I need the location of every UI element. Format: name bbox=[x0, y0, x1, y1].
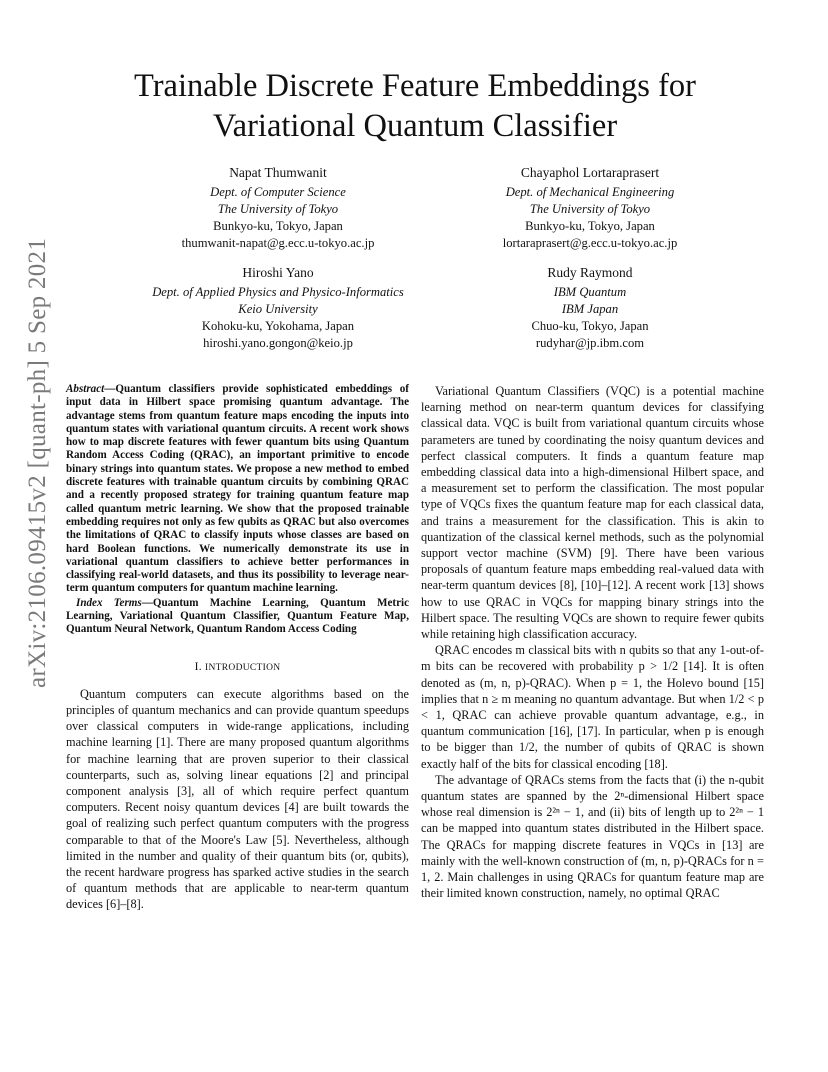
arxiv-stamp-text: arXiv:2106.09415v2 [quant-ph] 5 Sep 2021 bbox=[24, 237, 51, 688]
author-location: Chuo-ku, Tokyo, Japan bbox=[531, 319, 649, 333]
author-email: thumwanit-napat@g.ecc.u-tokyo.ac.jp bbox=[181, 236, 375, 250]
right-column bbox=[421, 383, 764, 902]
intro-paragraph: Quantum computers can execute algorithms based on the principles of quantum mechanics and can provide quantum speedups over classical computers in wide-range applications, including machine learning [1]. There are many proposed quantum algorithms for machine learning that are proven superior to their classical counterparts, such as, solving linear equations [2] and principal component analysis [3], all of which require perfect quantum computers. Recent noisy quantum devices [4] are built towards the goal of realizing such perfect quantum computers with the progress comparable to that of the Moore's Law [5]. Nevertheless, although limited in the number and quality of their quantum bits (or, qubits), the recent hardware progress has sparked active studies in the search of quantum methods that are applicable to near-term quantum devices [6]–[8]. bbox=[66, 686, 409, 912]
author-name: Hiroshi Yano bbox=[242, 265, 314, 280]
author-org: The University of Tokyo bbox=[529, 202, 651, 216]
index-terms-text: —Quantum Machine Learning, Quantum Metric Learning, Variational Quantum Classifier, Quantum Feature Map, Quantum Neural Network, Quantum Random Access Coding bbox=[66, 596, 409, 636]
abstract-label: Abstract bbox=[66, 383, 105, 395]
paper-title: Trainable Discrete Feature Embeddings for Variational Quantum Classifier bbox=[134, 68, 696, 144]
arxiv-stamp bbox=[16, 237, 56, 688]
author-org: IBM Japan bbox=[561, 302, 619, 316]
body-paragraph-1: Variational Quantum Classifiers (VQC) is a potential machine learning method on near-term quantum devices for classifying classical data. VQC is built from variational quantum circuits whose parameters are tuned by coordinating the noisy quantum devices and perfect classical computers. It finds a quantum feature map embedding classical data into a high-dimensional Hilbert space, and a measurement set to perform the classification. The most popular type of VQCs fixes the quantum feature map for each classical data, and trains a measurement for the classification. This is akin to quantization of the classical kernel methods, such as the polynomial support vector machine (SVM) [9]. There have been various proposals of quantum feature maps embedding real-valued data with near-term quantum devices [8], [10]–[12]. A recent work [13] shows how to use QRAC in VQCs for mapping binary strings into the Hilbert space. The resulting VQCs are shown to require fewer qubits while retaining high classification accuracy. bbox=[421, 384, 764, 642]
abstract bbox=[66, 383, 409, 596]
index-terms-label: Index Terms bbox=[76, 596, 142, 609]
author-name: Rudy Raymond bbox=[547, 265, 633, 280]
author-email: hiroshi.yano.gongon@keio.jp bbox=[203, 336, 353, 350]
author-block-2 bbox=[430, 164, 750, 252]
section-number: I. bbox=[194, 660, 206, 673]
author-name: Chayaphol Lortaraprasert bbox=[520, 165, 660, 180]
section-title: INTRODUCTION bbox=[205, 662, 281, 673]
author-location: Bunkyo-ku, Tokyo, Japan bbox=[213, 219, 343, 233]
author-dept: Dept. of Applied Physics and Physico-Informatics bbox=[152, 285, 404, 299]
author-org: The University of Tokyo bbox=[217, 202, 339, 216]
abstract-text: —Quantum classifiers provide sophisticated embeddings of input data in Hilbert space promising quantum advantage. The advantage stems from quantum feature maps encoding the inputs into quantum states with variational quantum circuits. A recent work shows how to map discrete features with fewer quantum bits using Quantum Random Access Coding (QRAC), an important primitive to encode binary strings into quantum states. We propose a new method to embed discrete features with trainable quantum circuits by combining QRAC and a recently proposed strategy for training quantum feature map called quantum metric learning. We show that the proposed trainable embedding requires not only as few qubits as QRAC but also overcomes the limitations of QRAC to classify inputs whose classes are based on hard Boolean functions. We numerically demonstrate its use in variational quantum classifiers to achieve better performances in classifying real-world datasets, and thus its possibility to leverage near-term quantum computers for quantum machine learning. bbox=[66, 383, 409, 595]
author-name: Napat Thumwanit bbox=[229, 165, 327, 180]
author-location: Bunkyo-ku, Tokyo, Japan bbox=[525, 219, 655, 233]
author-block-4 bbox=[430, 264, 750, 352]
author-email: rudyhar@jp.ibm.com bbox=[535, 336, 645, 350]
author-org: Keio University bbox=[238, 302, 318, 316]
left-column bbox=[66, 383, 409, 913]
author-dept: Dept. of Mechanical Engineering bbox=[505, 185, 675, 199]
author-email: lortaraprasert@g.ecc.u-tokyo.ac.jp bbox=[502, 236, 678, 250]
author-block-3 bbox=[118, 264, 438, 352]
section-heading bbox=[66, 659, 409, 676]
author-location: Kohoku-ku, Yokohama, Japan bbox=[201, 319, 355, 333]
author-dept: IBM Quantum bbox=[553, 285, 627, 299]
author-block-1 bbox=[118, 164, 438, 252]
author-dept: Dept. of Computer Science bbox=[210, 185, 346, 199]
index-terms bbox=[66, 597, 409, 637]
body-paragraph-2: QRAC encodes m classical bits with n qubits so that any 1-out-of-m bits can be recovered with probability p > 1/2 [14]. It is often denoted as (m, n, p)-QRAC). When p = 1, the Holevo bound [15] implies that n ≥ m meaning no quantum advantage. But when 1/2 < p < 1, QRAC can achieve provable quantum advantage, e.g., in quantum communication [16], [17]. In particular, when p is enough to be bigger than 1/2, the number of qubits of QRAC is shown exactly half of the bits for classical encoding [18]. bbox=[421, 643, 764, 771]
body-paragraph-3: The advantage of QRACs stems from the facts that (i) the n-qubit quantum states are spanned by the 2ⁿ-dimensional Hilbert space whose real dimension is 2²ⁿ − 1, and (ii) bits of length up to 2²ⁿ − 1 can be mapped into quantum states distributed in the Hilbert space. The QRACs for mapping discrete features in VQCs in [13] are mainly with the well-known construction of (m, n, p)-QRACs for n = 1, 2. Main challenges in using QRACs for quantum feature map are their limited known construction, namely, no optimal QRAC bbox=[421, 772, 764, 901]
